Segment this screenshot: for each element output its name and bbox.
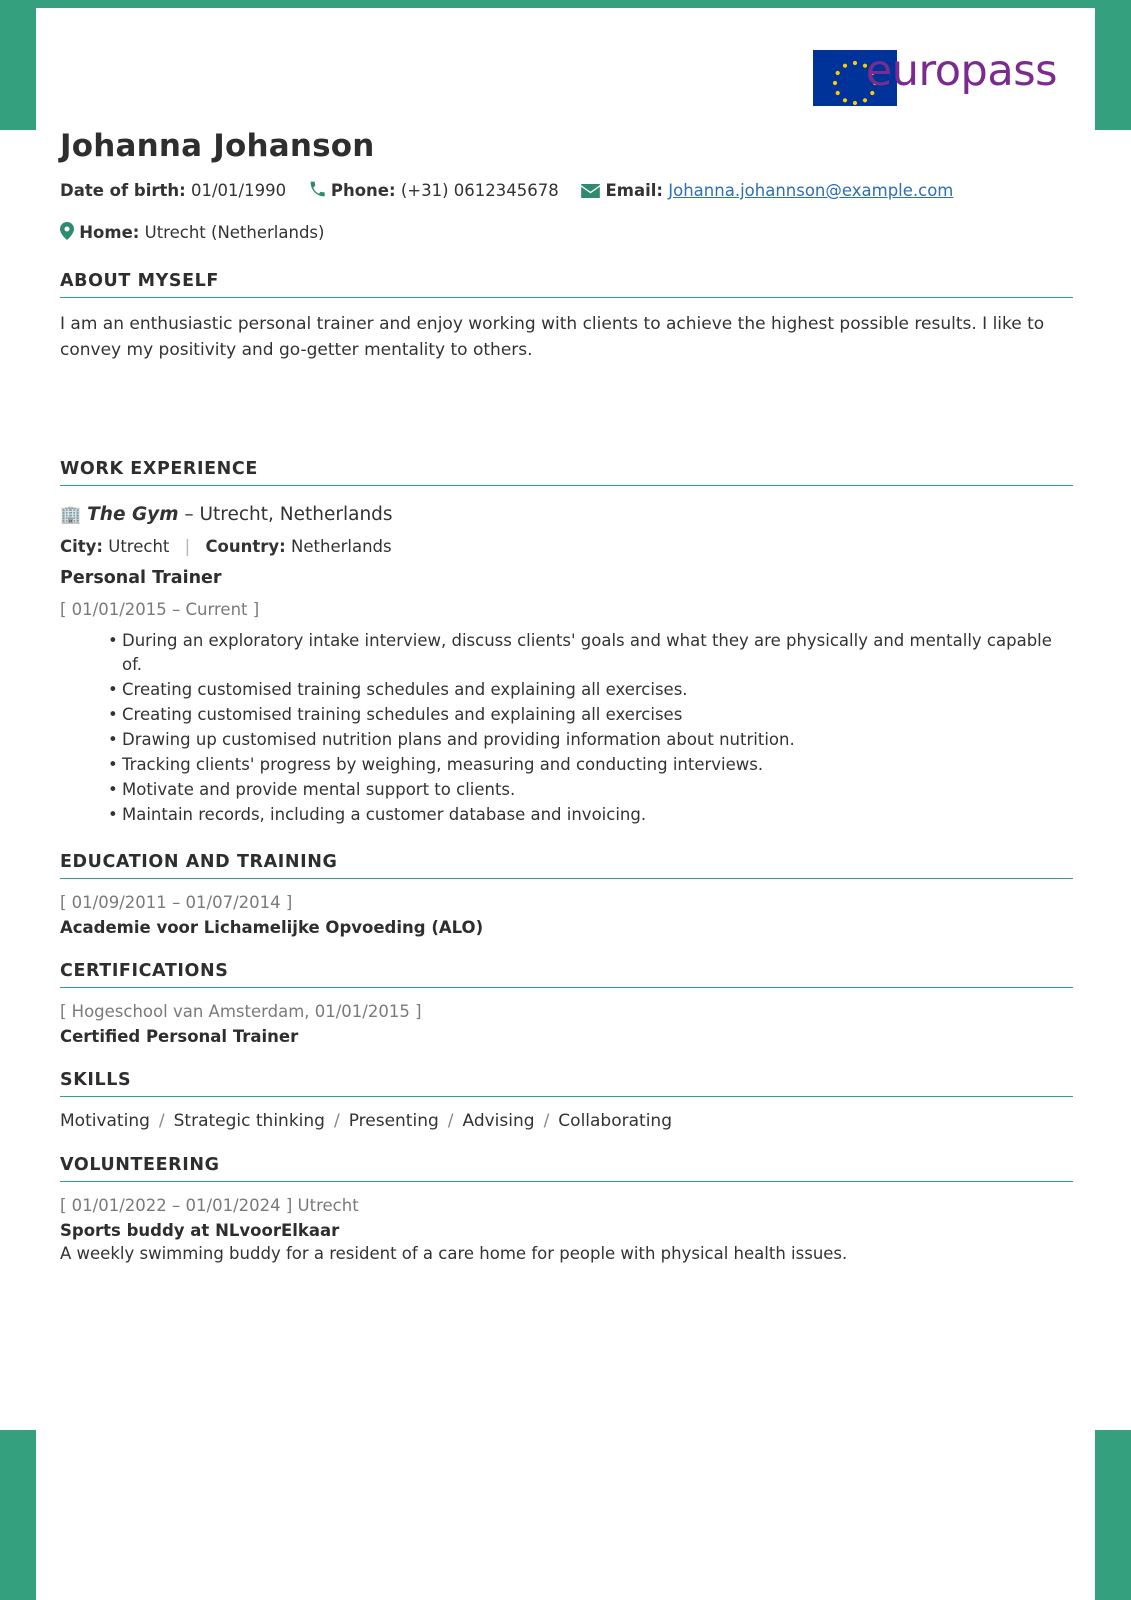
section-work-experience [60,459,1083,826]
work-org-name: The Gym [87,504,179,526]
volunteering-role: Sports buddy at NLvoorElkaar [60,1220,340,1240]
certification-dates: [ Hogeschool van Amsterdam, 01/01/2015 ] [60,1001,422,1021]
work-city-country [60,537,1083,556]
list-item: • Creating customised training schedules and explaining all exercises [108,703,1062,727]
europass-wordmark: europass [865,46,1057,96]
certifications-section-title: CERTIFICATIONS [60,960,229,981]
skill-item: Collaborating [558,1110,672,1131]
document-body [36,8,1095,1592]
skill-item: Motivating [60,1110,150,1131]
home-value: Utrecht (Netherlands) [144,222,325,242]
brand-header [48,8,1083,118]
location-pin-icon [60,222,74,248]
city-label: City: [60,537,104,557]
skill-item: Presenting [348,1110,439,1131]
list-item: • Tracking clients' progress by weighing, measuring and conducting interviews. [108,753,1062,777]
skill-item: Advising [462,1110,535,1131]
phone-icon [309,180,326,206]
email-link[interactable]: Johanna.johannson@example.com [668,181,954,200]
work-org-location: – Utrecht, Netherlands [184,504,393,526]
certifications-divider [60,987,1073,988]
country-value: Netherlands [291,537,392,557]
education-institution: Academie voor Lichamelijke Opvoeding (ALO) [60,917,484,937]
page-title: Johanna Johanson [60,128,375,164]
dob-label: Date of birth: [60,181,186,200]
email-label: Email: [605,181,664,200]
right-white-gap [1095,130,1131,1430]
country-label: Country: [205,537,286,557]
contact-line-1 [60,178,1083,206]
phone-label: Phone: [330,181,396,200]
work-dates: [ 01/01/2015 – Current ] [60,600,260,620]
section-certifications [60,961,1083,1046]
list-item: • During an exploratory intake interview, discuss clients' goals and what they are physically and mentally capable of. [108,629,1062,677]
work-job-title: Personal Trainer [60,568,222,589]
list-item: • Maintain records, including a customer database and invoicing. [108,803,1062,827]
about-divider [60,297,1073,298]
work-section-title: WORK EXPERIENCE [60,459,258,480]
dob-value: 01/01/1990 [191,181,287,200]
top-green-strip [0,0,1131,8]
contact-line-2 [60,220,1083,248]
education-divider [60,878,1073,879]
work-organisation [60,500,1083,525]
education-dates: [ 01/09/2011 – 01/07/2014 ] [60,892,293,912]
volunteering-description: A weekly swimming buddy for a resident of a care home for people with physical health issues. [60,1243,848,1263]
list-item: • Motivate and provide mental support to clients. [108,778,1062,802]
volunteering-section-title: VOLUNTEERING [60,1154,220,1175]
building-icon: 🏢 [60,505,82,526]
section-education [60,852,1083,937]
skills-list: Motivating / Strategic thinking / Presenting / Advising / Collaborating [60,1110,672,1131]
mail-icon [581,180,600,206]
education-section-title: EDUCATION AND TRAINING [60,851,338,872]
section-about [60,271,1083,363]
about-section-title: ABOUT MYSELF [60,271,219,292]
volunteering-divider [60,1181,1073,1182]
left-white-gap [0,130,36,1430]
list-item: • Drawing up customised nutrition plans and providing information about nutrition. [108,728,1062,752]
volunteering-dates: [ 01/01/2022 – 01/01/2024 ] Utrecht [60,1195,359,1215]
skills-divider [60,1096,1073,1097]
list-item: • Creating customised training schedules and explaining all exercises. [108,678,1062,702]
home-label: Home: [79,222,140,242]
section-skills [60,1070,1083,1131]
about-text: I am an enthusiastic personal trainer and enjoy working with clients to achieve the highest possible results. I like to convey my positivity and go-getter mentality to others. [60,314,1045,360]
city-country-divider: | [184,537,191,557]
phone-value: (+31) 0612345678 [400,181,559,200]
skills-section-title: SKILLS [60,1069,132,1090]
section-volunteering [60,1155,1083,1263]
city-value: Utrecht [108,537,170,557]
certification-name: Certified Personal Trainer [60,1026,299,1046]
skill-item: Strategic thinking [173,1110,325,1131]
work-bullet-list [60,629,1083,826]
work-divider [60,485,1073,486]
